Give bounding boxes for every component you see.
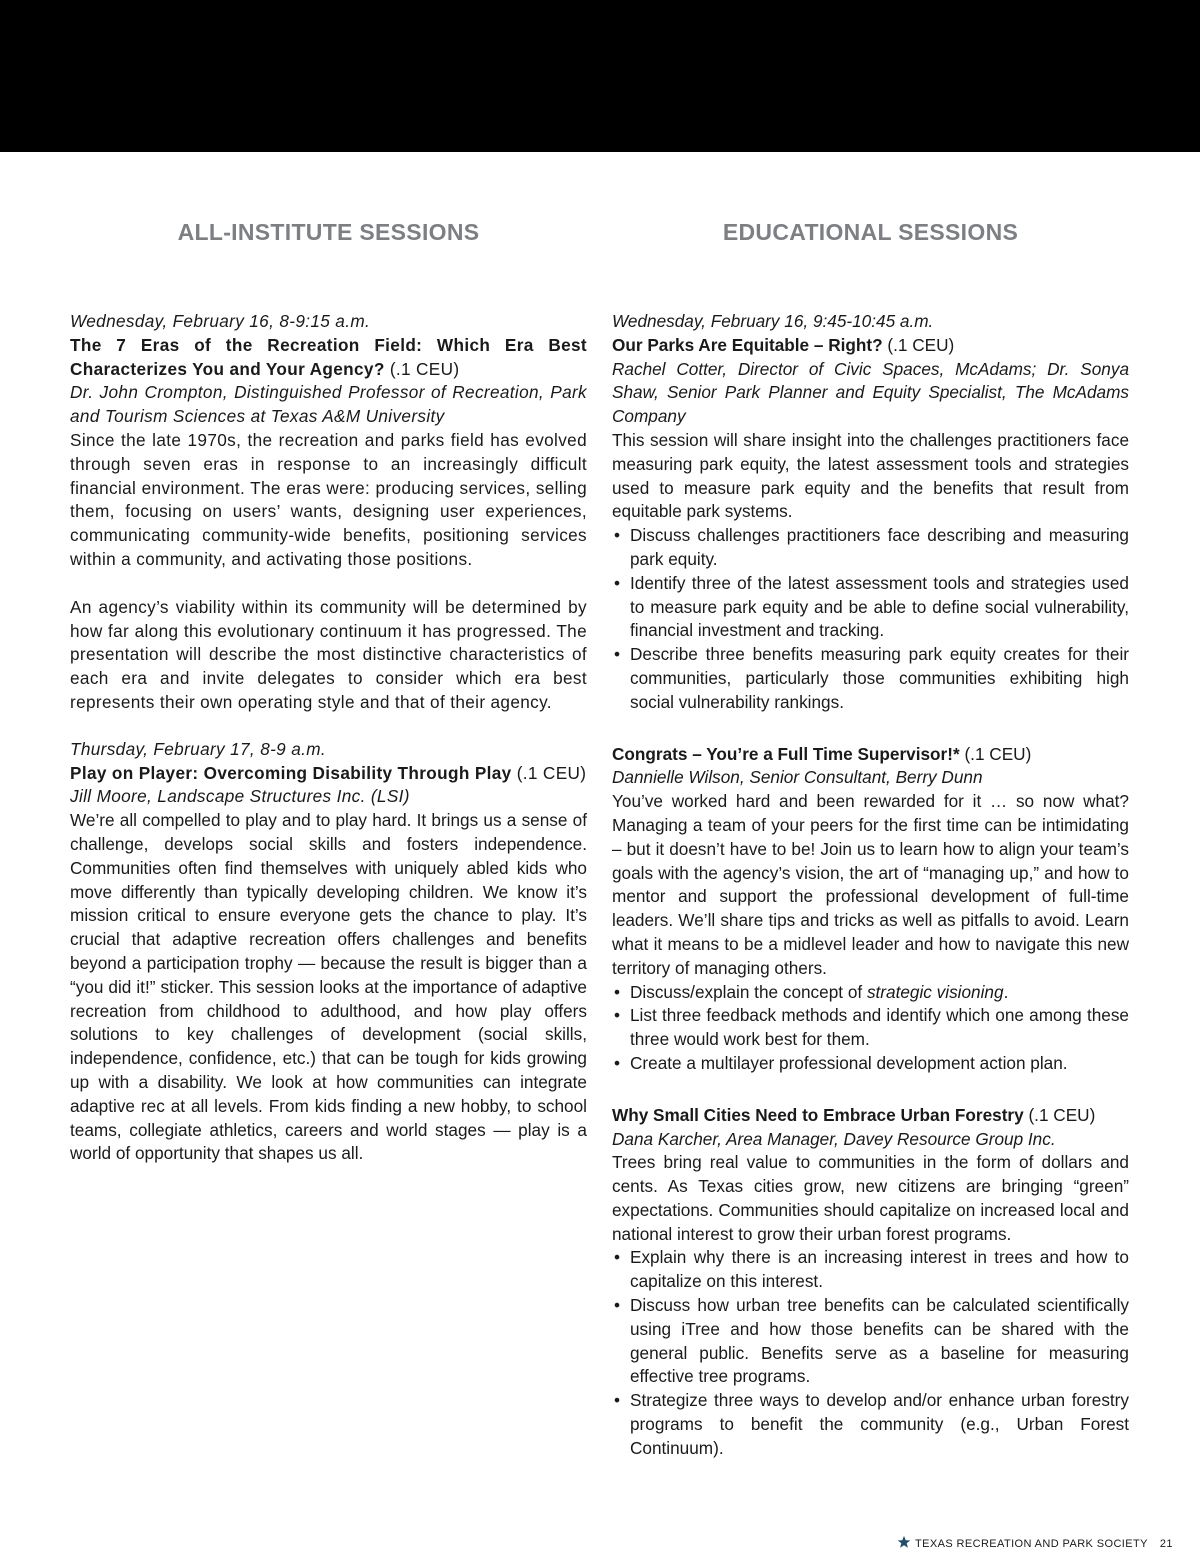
objective-text: Discuss challenges practitioners face describing and measuring park equity.	[630, 525, 1129, 569]
bullet-icon: •	[614, 1005, 621, 1026]
objective-item	[612, 1389, 1129, 1460]
session-title-text: Play on Player: Overcoming Disability Through Play	[70, 762, 512, 783]
all-institute-heading: ALL-INSTITUTE SESSIONS	[177, 219, 480, 245]
bullet-icon: •	[614, 1052, 621, 1073]
objective-item	[612, 1246, 1129, 1294]
session-parks-equitable	[612, 310, 1129, 715]
educational-column	[612, 212, 1129, 1484]
objectives-list	[612, 524, 1129, 714]
objective-text-emphasis: strategic visioning	[866, 981, 1004, 1002]
session-speaker: Dannielle Wilson, Senior Consultant, Berry Dunn	[612, 767, 983, 788]
objective-item	[612, 524, 1129, 572]
objective-text-suffix: .	[1003, 981, 1009, 1002]
objective-text: Create a multilayer professional development action plan.	[630, 1052, 1068, 1073]
session-title	[612, 334, 1129, 358]
session-seven-eras	[70, 310, 587, 715]
educational-heading: EDUCATIONAL SESSIONS	[722, 219, 1019, 245]
session-description: We’re all compelled to play and to play hard. It brings us a sense of challenge, develops social skills and fosters independence. Communities often find themselves with uniquely abled kids who move differently than typically developing children. We know it’s mission critical to ensure everyone gets the chance to play. It’s crucial that adaptive recreation offers challenges and benefits beyond a participation trophy — because the result is bigger than a “you did it!” sticker. This session looks at the importance of adaptive recreation from childhood to adulthood, and how play offers solutions to key challenges of development (social skills, independence, confidence, etc.) that can be tough for kids growing up with a disability. We look at how communities can integrate adaptive rec at all levels. From kids finding a new hobby, to school teams, collegiate athletics, careers and world stages — play is a world of opportunity that shapes us all.	[70, 810, 587, 1164]
session-ceu: (.1 CEU)	[959, 743, 1032, 764]
objective-item	[612, 1294, 1129, 1389]
session-time: Wednesday, February 16, 9:45-10:45 a.m.	[612, 311, 934, 331]
objective-item	[612, 981, 1129, 1005]
objective-item	[612, 572, 1129, 643]
paragraph-gap	[70, 572, 587, 596]
session-ceu: (.1 CEU)	[511, 762, 587, 783]
objective-text: Strategize three ways to develop and/or enhance urban forestry programs to benefit the community (e.g., Urban Forest Continuum).	[630, 1390, 1129, 1458]
all-institute-column	[70, 212, 587, 1189]
page-number: 21	[1159, 1538, 1173, 1550]
session-title	[612, 743, 1129, 767]
session-ceu: (.1 CEU)	[384, 358, 460, 379]
objective-text: Describe three benefits measuring park equity creates for their communities, particularly those communities exhibiting high social vulnerability rankings.	[630, 644, 1129, 712]
objective-text: Discuss how urban tree benefits can be calculated scientifically using iTree and how those benefits can be shared with the general public. Benefits serve as a baseline for measuring effective tree programs.	[630, 1295, 1129, 1387]
bullet-icon: •	[614, 572, 621, 593]
star-icon	[897, 1535, 911, 1549]
session-urban-forestry	[612, 1104, 1129, 1461]
session-ceu: (.1 CEU)	[1023, 1104, 1096, 1125]
session-speaker: Rachel Cotter, Director of Civic Spaces, McAdams; Dr. Sonya Shaw, Senior Park Planner and Equity Specialist, The McAdams Company	[612, 358, 1129, 427]
bullet-icon: •	[614, 1390, 621, 1411]
bullet-icon: •	[614, 981, 621, 1002]
session-title	[612, 1104, 1129, 1128]
objective-item	[612, 1052, 1129, 1076]
bullet-icon: •	[614, 1295, 621, 1316]
objective-text: Identify three of the latest assessment tools and strategies used to measure park equity and be able to define social vulnerability, financial investment and tracking.	[630, 572, 1129, 641]
session-title-text: Why Small Cities Need to Embrace Urban Forestry	[612, 1104, 1024, 1125]
session-speaker: Dr. John Crompton, Distinguished Professor of Recreation, Park and Tourism Sciences at Texas A&M University	[70, 382, 587, 427]
session-speaker: Jill Moore, Landscape Structures Inc. (LSI)	[70, 786, 410, 807]
objective-item	[612, 1004, 1129, 1052]
session-time: Thursday, February 17, 8-9 a.m.	[70, 738, 327, 759]
session-description: Trees bring real value to communities in the form of dollars and cents. As Texas cities grow, new citizens are bringing “green” expectations. Communities should capitalize on increased local and national interest to grow their urban forest programs.	[612, 1152, 1129, 1244]
bullet-icon: •	[614, 1247, 621, 1268]
session-title	[70, 334, 587, 382]
session-time: Wednesday, February 16, 8-9:15 a.m.	[70, 311, 371, 331]
session-full-time-supervisor	[612, 743, 1129, 1076]
objective-item	[612, 643, 1129, 714]
bullet-icon: •	[614, 644, 621, 665]
session-description: You’ve worked hard and been rewarded for it … so now what? Managing a team of your peers for the first time can be intimidating – but it doesn’t have to be! Join us to learn how to align your team’s goals with the agency’s vision, the art of “managing up,” and how to mentor and support the professional development of full-time leaders. We’ll share tips and tricks as well as pitfalls to avoid. Learn what it means to be a midlevel leader and how to navigate this new territory of managing others.	[612, 791, 1129, 978]
session-title	[70, 762, 587, 786]
session-description: An agency’s viability within its community will be determined by how far along this evolutionary continuum it has progressed. The presentation will describe the most distinctive characteristics of each era and invite delegates to consider which era best represents their own operating style and that of their agency.	[70, 596, 587, 712]
bullet-icon: •	[614, 525, 621, 546]
objective-text-prefix: Discuss/explain the concept of	[630, 981, 867, 1002]
publication-name: TEXAS RECREATION AND PARK SOCIETY	[915, 1538, 1148, 1550]
objectives-list	[612, 981, 1129, 1076]
session-play-on-player	[70, 738, 587, 1166]
objectives-list	[612, 1246, 1129, 1460]
session-speaker: Dana Karcher, Area Manager, Davey Resource Group Inc.	[612, 1128, 1056, 1149]
top-black-band	[0, 0, 1200, 152]
session-title-text: Congrats – You’re a Full Time Supervisor!*	[612, 743, 960, 764]
session-description: This session will share insight into the challenges practitioners face measuring park equity, the latest assessment tools and strategies used to measure park equity and the benefits that result from equitable park systems.	[612, 429, 1129, 522]
session-description: Since the late 1970s, the recreation and parks field has evolved through seven eras in response to an increasingly difficult financial environment. The eras were: producing services, selling them, focusing on users’ wants, designing user experiences, communicating community-wide benefits, positioning services within a community, and activating those positions.	[70, 429, 587, 569]
session-title-text: Our Parks Are Equitable – Right?	[612, 334, 883, 355]
session-ceu: (.1 CEU)	[882, 334, 955, 355]
session-title-text: The 7 Eras of the Recreation Field: Which Era Best Characterizes You and Your Agency?	[70, 334, 587, 379]
objective-text: Explain why there is an increasing interest in trees and how to capitalize on this interest.	[630, 1247, 1129, 1292]
objective-text: List three feedback methods and identify which one among these three would work best for them.	[630, 1005, 1129, 1050]
page-footer	[897, 1535, 1173, 1553]
